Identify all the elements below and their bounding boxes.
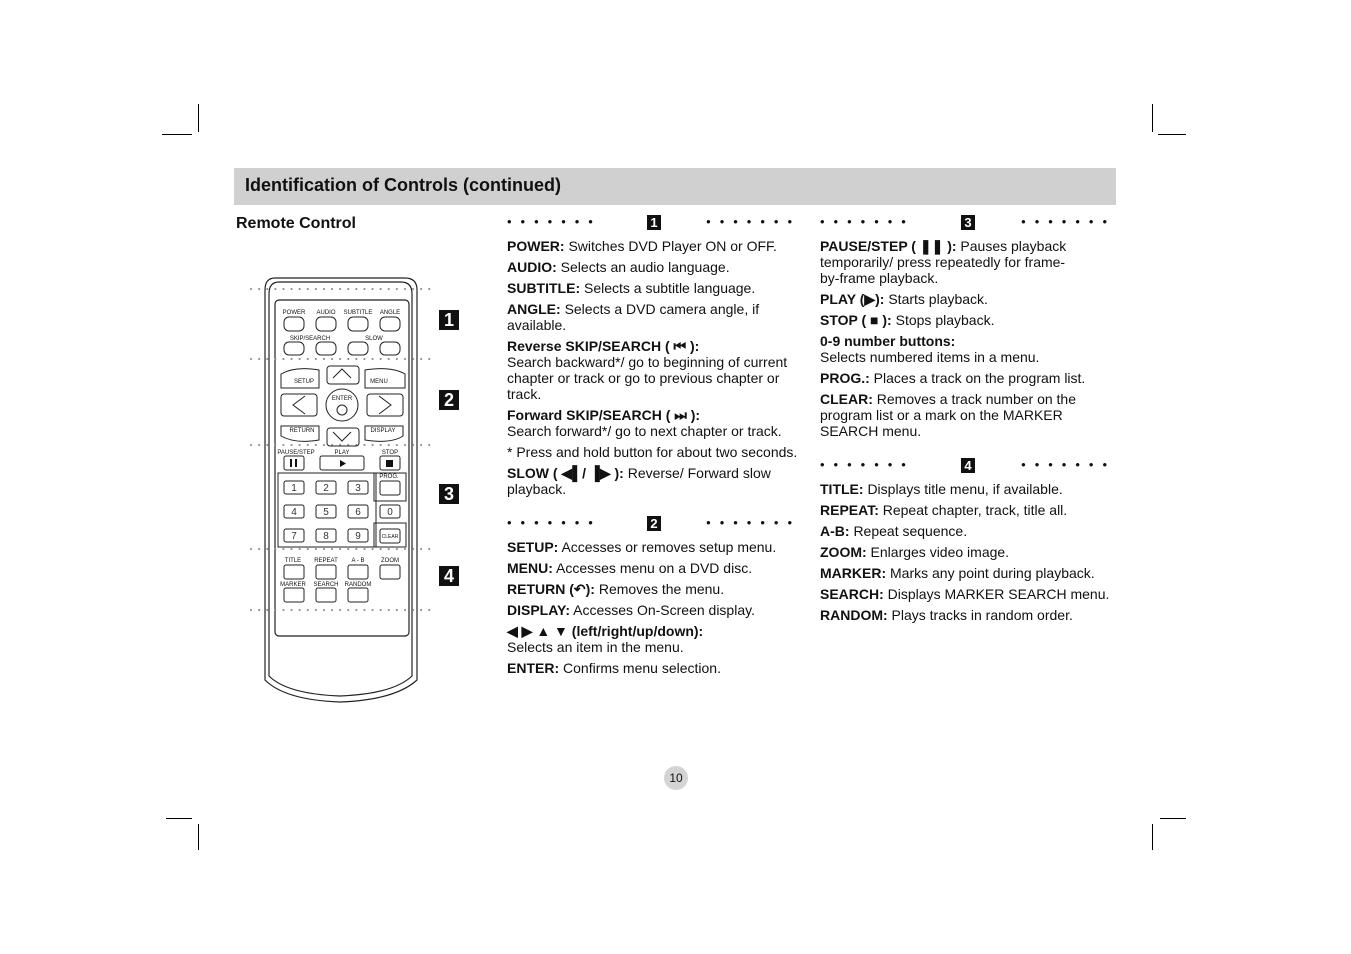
item-search: SEARCH: Displays MARKER SEARCH menu. — [820, 586, 1110, 602]
remote-title-label: TITLE — [284, 558, 302, 564]
remote-clear-label: CLEAR — [381, 534, 399, 540]
remote-section-4-marker: 4 — [439, 566, 459, 586]
remote-search-label: SEARCH — [313, 582, 339, 588]
crop-mark — [1160, 818, 1186, 819]
page-title: Identification of Controls (continued) — [245, 175, 561, 195]
item-forward-skip: Forward SKIP/SEARCH ( ⏭ ): Search forward*/ go to next chapter or track. — [507, 407, 782, 439]
digit-9: 9 — [355, 531, 361, 542]
item-marker: MARKER: Marks any point during playback. — [820, 565, 1095, 581]
dot-leader: ••••••• — [820, 457, 915, 472]
item-prog: PROG.: Places a track on the program list. — [820, 370, 1086, 386]
crop-mark — [1152, 104, 1153, 132]
section-3-header — [820, 214, 1116, 230]
column-1 — [507, 214, 801, 681]
remote-ab-label: A - B — [351, 558, 365, 564]
remote-return-label: RETURN — [289, 428, 315, 434]
item-stop: STOP ( ■ ): Stops playback. — [820, 312, 995, 328]
digit-2: 2 — [323, 483, 329, 494]
item-setup: SETUP: Accesses or removes setup menu. — [507, 539, 777, 555]
section-title: Remote Control — [236, 215, 356, 232]
item-random: RANDOM: Plays tracks in random order. — [820, 607, 1073, 623]
section-3-number: 3 — [961, 215, 975, 230]
item-enter: ENTER: Confirms menu selection. — [507, 660, 721, 676]
item-arrows: ◀ ▶ ▲ ▼ (left/right/up/down): Selects an item in the menu. — [507, 623, 704, 655]
remote-marker-label: MARKER — [280, 582, 306, 588]
remote-zoom-label: ZOOM — [381, 558, 399, 564]
remote-menu-label: MENU — [370, 379, 388, 385]
section-4-number: 4 — [961, 458, 975, 473]
item-title: TITLE: Displays title menu, if available. — [820, 481, 1063, 497]
item-slow: SLOW ( ◀▌/ ▐▶ ): Reverse/ Forward slow playback. — [507, 465, 771, 497]
item-clear: CLEAR: Removes a track number on the program list or a mark on the MARKER SEARCH menu. — [820, 391, 1076, 439]
dot-leader: ••••••• — [706, 214, 801, 229]
item-zoom: ZOOM: Enlarges video image. — [820, 544, 1010, 560]
item-menu: MENU: Accesses menu on a DVD disc. — [507, 560, 753, 576]
remote-enter-label: ENTER — [331, 396, 353, 402]
dot-leader: ••••••• — [507, 214, 602, 229]
item-audio: AUDIO: Selects an audio language. — [507, 259, 730, 275]
dot-leader: ••••••• — [507, 515, 602, 530]
digit-8: 8 — [323, 531, 329, 542]
section-1-number: 1 — [647, 215, 661, 230]
item-reverse-skip: Reverse SKIP/SEARCH ( ⏮ ): Search backward*/ go to beginning of current chapter or track or go to previous chapter or track. — [507, 338, 788, 402]
remote-power-label: POWER — [282, 310, 306, 316]
remote-subtitle-label: SUBTITLE — [343, 310, 373, 316]
remote-random-label: RANDOM — [344, 582, 372, 588]
digit-3: 3 — [355, 483, 361, 494]
section-1-header — [507, 214, 801, 230]
dot-leader: ••••••• — [820, 214, 915, 229]
item-angle: ANGLE: Selects a DVD camera angle, if available. — [507, 301, 760, 333]
remote-slow-label: SLOW — [365, 336, 383, 342]
remote-prog-label: PROG. — [379, 474, 399, 480]
digit-4: 4 — [291, 507, 297, 518]
item-number-buttons: 0-9 number buttons: Selects numbered items in a menu. — [820, 333, 1040, 365]
remote-section-1-marker: 1 — [439, 310, 459, 330]
remote-setup-label: SETUP — [293, 379, 315, 385]
remote-pause-label: PAUSE/STEP — [277, 450, 315, 456]
item-subtitle: SUBTITLE: Selects a subtitle language. — [507, 280, 756, 296]
section-4-header — [820, 457, 1116, 473]
column-2 — [820, 214, 1116, 628]
digit-0: 0 — [387, 507, 393, 518]
crop-mark — [198, 824, 199, 850]
dot-leader: ••••••• — [1021, 457, 1116, 472]
section-2-header — [507, 515, 801, 531]
remote-angle-label: ANGLE — [379, 310, 401, 316]
item-pause-step: PAUSE/STEP ( ❚❚ ): Pauses playback temporarily/ press repeatedly for frame-by-frame playback. — [820, 238, 1067, 286]
digit-6: 6 — [355, 507, 361, 518]
item-power: POWER: Switches DVD Player ON or OFF. — [507, 238, 777, 254]
page-header — [234, 168, 1116, 205]
remote-section-2-marker: 2 — [439, 390, 459, 410]
item-display: DISPLAY: Accesses On-Screen display. — [507, 602, 755, 618]
remote-audio-label: AUDIO — [316, 310, 336, 316]
crop-mark — [1158, 134, 1186, 135]
remote-control-illustration — [245, 272, 445, 706]
footnote: * Press and hold button for about two seconds. — [507, 444, 798, 460]
remote-section-3-marker: 3 — [439, 484, 459, 504]
item-play: PLAY (▶): Starts playback. — [820, 291, 988, 307]
remote-skip-label: SKIP/SEARCH — [289, 336, 331, 342]
digit-1: 1 — [291, 483, 297, 494]
section-2-number: 2 — [647, 516, 661, 531]
remote-stop-label: STOP — [381, 450, 399, 456]
digit-7: 7 — [291, 531, 297, 542]
remote-repeat-label: REPEAT — [314, 558, 338, 564]
item-return: RETURN (↶): Removes the menu. — [507, 581, 725, 597]
item-repeat: REPEAT: Repeat chapter, track, title all. — [820, 502, 1068, 518]
crop-mark — [1152, 824, 1153, 850]
remote-display-label: DISPLAY — [370, 428, 396, 434]
digit-5: 5 — [323, 507, 329, 518]
dot-leader: ••••••• — [1021, 214, 1116, 229]
item-ab: A-B: Repeat sequence. — [820, 523, 968, 539]
dot-leader: ••••••• — [706, 515, 801, 530]
crop-mark — [166, 818, 192, 819]
page-number: 10 — [664, 766, 688, 790]
remote-play-label: PLAY — [334, 450, 350, 456]
crop-mark — [162, 134, 192, 135]
crop-mark — [198, 104, 199, 132]
